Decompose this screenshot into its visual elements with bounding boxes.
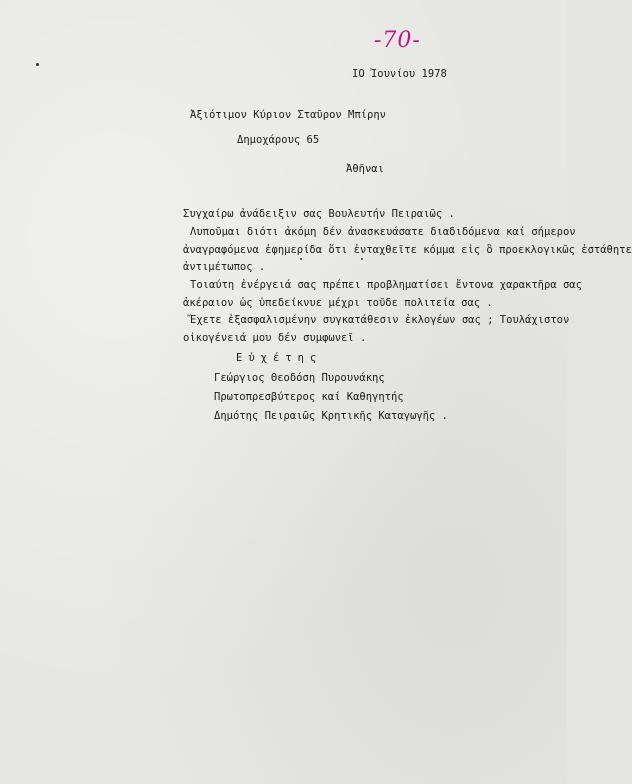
paper-speck	[300, 258, 302, 260]
signature-affiliation: Δημότης Πειραιῶς Κρητικῆς Καταγωγῆς .	[214, 410, 448, 422]
body-line: οἰκογένειά μου δέν συμφωνεῖ .	[183, 332, 367, 344]
paper-speck	[361, 258, 363, 260]
recipient-name: Ἀξιότιμον Κύριον Σταῦρον Μπίρην	[190, 109, 386, 121]
letter-date: ΙΟ Ἰουνίου 1978	[352, 68, 447, 80]
closing-salutation: Εὐχέτης	[236, 352, 323, 364]
body-line: Συγχαίρω ἀνάδειξιν σας Βουλευτήν Πειραιῶς .	[183, 208, 455, 220]
paper-speck	[36, 63, 39, 66]
body-line: ἀντιμέτωπος .	[183, 261, 266, 273]
signature-name: Γεώργιος Θεοδόση Πυρουνάκης	[214, 372, 385, 384]
body-line: Λυποῦμαι διότι ἀκόμη δέν ἀνασκευάσατε διαδιδόμενα καί σήμερον	[190, 226, 576, 238]
body-line: Τοιαύτη ἐνέργειά σας πρέπει προβληματίσει ἔντονα χαρακτῆρα σας	[190, 279, 582, 291]
recipient-city: Ἀθῆναι	[346, 163, 384, 175]
body-line: ἀκέραιον ὡς ὑπεδείκνυε μέχρι τοῦδε πολιτεία σας .	[183, 297, 493, 309]
body-line: ἀναγραφόμενα ἐφημερίδα ὅτι ἐνταχθεῖτε κόμμα εἰς ὃ προεκλογικῶς ἐστάθητε	[183, 244, 632, 256]
recipient-street: Δημοχάρους 65	[237, 134, 320, 146]
page-number: -70-	[374, 28, 421, 53]
signature-title: Πρωτοπρεσβύτερος καί Καθηγητής	[214, 391, 404, 403]
body-line: Ἔχετε ἐξασφαλισμένην συγκατάθεσιν ἐκλογέων σας ; Τουλάχιστον	[190, 314, 570, 326]
